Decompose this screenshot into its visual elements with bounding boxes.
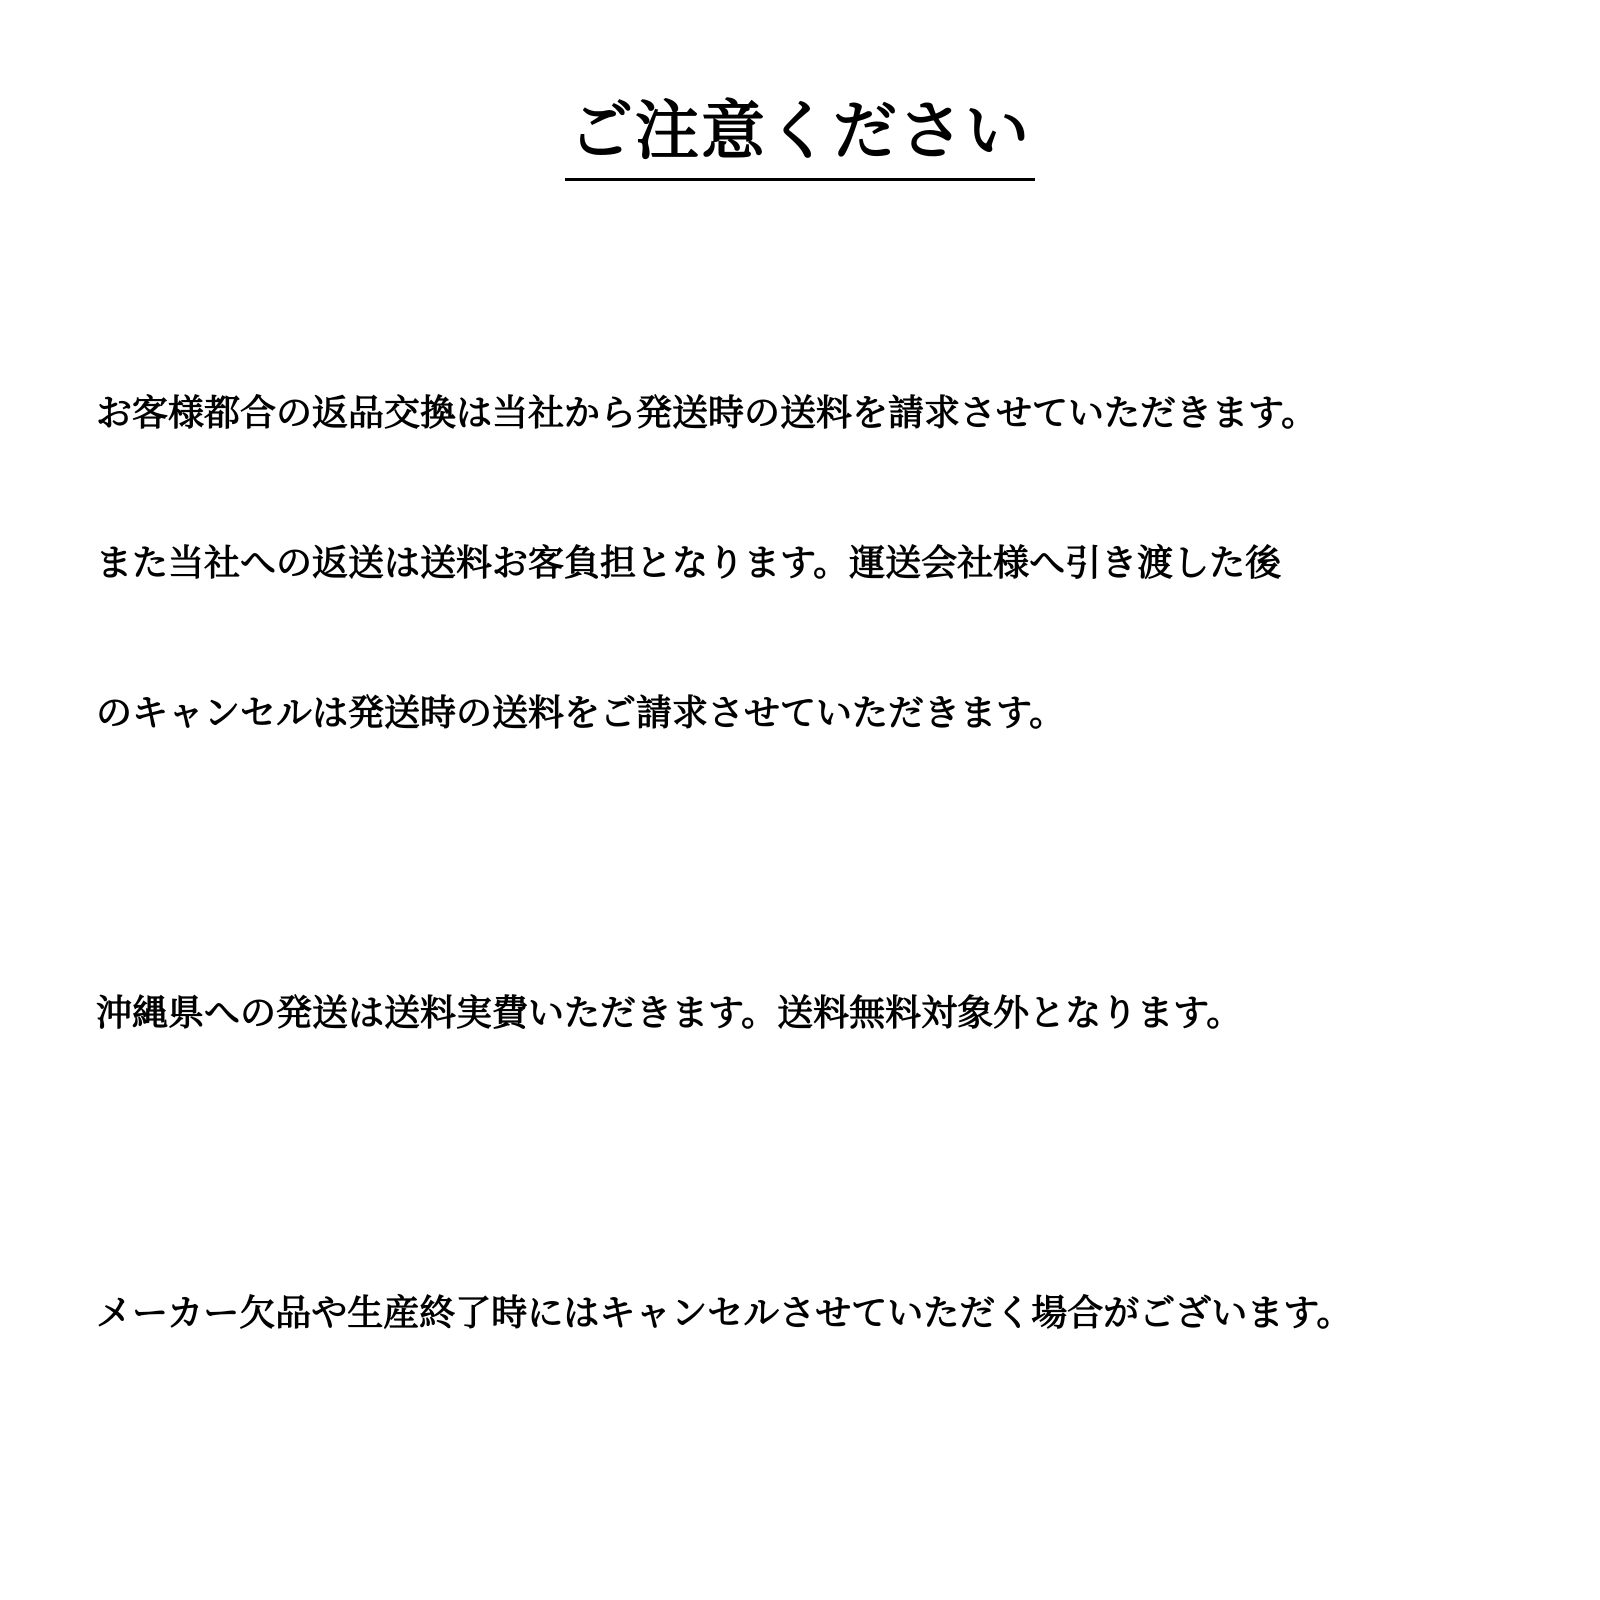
- notice-title-container: [0, 90, 1600, 181]
- page-title: ご注意ください: [565, 90, 1035, 181]
- okinawa-shipping-notice: 沖縄県への発送は送料実費いただきます。送料無料対象外となります。: [96, 993, 1243, 1034]
- returns-notice-line-3: のキャンセルは発送時の送料をご請求させていただきます。: [96, 693, 1066, 734]
- returns-notice-line-1: お客様都合の返品交換は当社から発送時の送料を請求させていただきます。: [96, 393, 1318, 434]
- discontinued-item-notice: メーカー欠品や生産終了時にはキャンセルさせていただく場合がございます。: [96, 1293, 1353, 1334]
- returns-notice-line-2: また当社への返送は送料お客負担となります。運送会社様へ引き渡した後: [96, 543, 1282, 584]
